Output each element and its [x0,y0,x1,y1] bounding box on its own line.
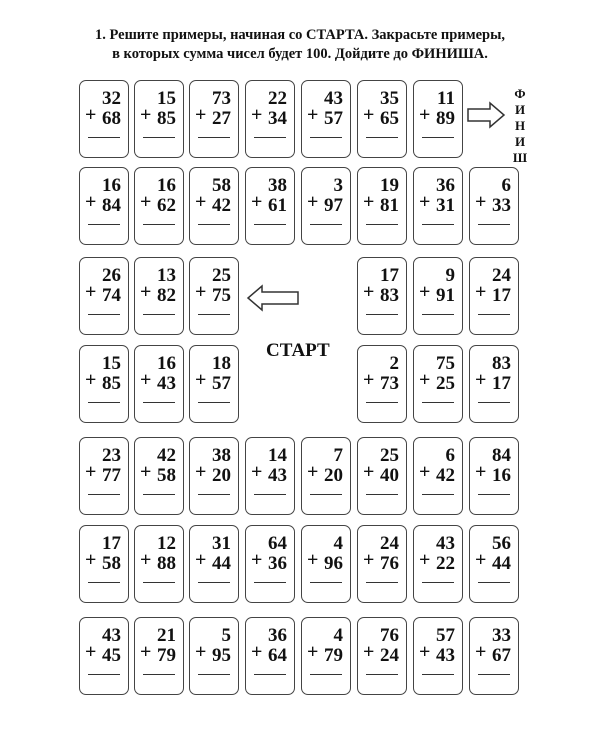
addend-top: 83 [492,353,511,374]
answer-line [254,224,286,225]
answer-line [198,674,230,675]
problem-card[interactable] [413,345,463,423]
addend-top: 57 [436,625,455,646]
addend-bottom: 40 [380,465,399,486]
answer-line [422,314,454,315]
plus-sign: + [251,104,263,126]
problem-card[interactable] [134,257,184,335]
addend-bottom: 77 [102,465,121,486]
problem-card[interactable] [189,525,239,603]
plus-sign: + [419,641,431,663]
plus-sign: + [419,104,431,126]
addend-top: 31 [212,533,231,554]
addend-top: 15 [102,353,121,374]
problem-card[interactable] [134,437,184,515]
problem-card[interactable] [357,345,407,423]
addend-bottom: 42 [436,465,455,486]
addend-top: 42 [157,445,176,466]
plus-sign: + [251,641,263,663]
answer-line [143,402,175,403]
answer-line [254,137,286,138]
problem-card[interactable] [301,525,351,603]
addend-bottom: 83 [380,285,399,306]
addend-bottom: 73 [380,373,399,394]
addend-top: 23 [102,445,121,466]
answer-line [254,582,286,583]
problem-card[interactable] [79,257,129,335]
addend-top: 3 [333,175,343,196]
addend-top: 32 [102,88,121,109]
problem-card[interactable] [413,257,463,335]
problem-card[interactable] [357,167,407,245]
addend-bottom: 45 [102,645,121,666]
answer-line [143,674,175,675]
plus-sign: + [419,549,431,571]
addend-bottom: 65 [380,108,399,129]
addend-bottom: 76 [380,553,399,574]
plus-sign: + [140,369,152,391]
answer-line [366,674,398,675]
addend-top: 38 [268,175,287,196]
addend-bottom: 82 [157,285,176,306]
plus-sign: + [307,461,319,483]
plus-sign: + [140,461,152,483]
problem-card[interactable] [469,437,519,515]
answer-line [310,582,342,583]
addend-bottom: 61 [268,195,287,216]
finish-letter: И [514,134,526,149]
finish-letter: И [514,102,526,117]
problem-card[interactable] [189,617,239,695]
addend-top: 84 [492,445,511,466]
problem-card[interactable] [79,525,129,603]
addend-bottom: 58 [157,465,176,486]
addend-bottom: 97 [324,195,343,216]
addend-bottom: 43 [157,373,176,394]
problem-card[interactable] [79,80,129,158]
addend-top: 33 [492,625,511,646]
plus-sign: + [419,281,431,303]
plus-sign: + [475,641,487,663]
plus-sign: + [475,369,487,391]
problem-card[interactable] [134,525,184,603]
plus-sign: + [140,281,152,303]
problem-card[interactable] [357,617,407,695]
plus-sign: + [195,369,207,391]
plus-sign: + [363,461,375,483]
addend-bottom: 17 [492,285,511,306]
problem-card[interactable] [245,617,295,695]
plus-sign: + [85,461,97,483]
answer-line [366,494,398,495]
finish-label [510,86,530,166]
answer-line [422,674,454,675]
arrow-left-icon [246,283,300,313]
addend-top: 15 [157,88,176,109]
addend-top: 4 [333,533,343,554]
plus-sign: + [251,191,263,213]
answer-line [366,402,398,403]
arrow-right-icon [466,100,506,130]
plus-sign: + [307,549,319,571]
problem-card[interactable] [245,437,295,515]
problem-card[interactable] [469,617,519,695]
addend-bottom: 81 [380,195,399,216]
answer-line [422,402,454,403]
answer-line [366,224,398,225]
addend-top: 17 [380,265,399,286]
finish-letter: Н [514,118,526,133]
addend-bottom: 34 [268,108,287,129]
answer-line [310,674,342,675]
answer-line [88,402,120,403]
problem-card[interactable] [413,80,463,158]
problem-card[interactable] [134,345,184,423]
finish-letter: Ш [512,150,528,165]
addend-top: 43 [324,88,343,109]
addend-bottom: 27 [212,108,231,129]
addend-top: 38 [212,445,231,466]
addend-bottom: 58 [102,553,121,574]
plus-sign: + [85,104,97,126]
problem-card[interactable] [301,437,351,515]
addend-top: 4 [333,625,343,646]
problem-card[interactable] [469,345,519,423]
addend-bottom: 79 [157,645,176,666]
plus-sign: + [85,549,97,571]
answer-line [143,494,175,495]
answer-line [254,674,286,675]
plus-sign: + [419,191,431,213]
problem-card[interactable] [301,167,351,245]
answer-line [143,137,175,138]
addend-bottom: 20 [324,465,343,486]
addend-bottom: 36 [268,553,287,574]
addend-bottom: 88 [157,553,176,574]
addend-top: 14 [268,445,287,466]
answer-line [366,137,398,138]
answer-line [478,314,510,315]
problem-card[interactable] [189,167,239,245]
problem-card[interactable] [79,345,129,423]
addend-top: 22 [268,88,287,109]
problem-card[interactable] [469,525,519,603]
addend-bottom: 95 [212,645,231,666]
answer-line [422,582,454,583]
addend-top: 12 [157,533,176,554]
addend-top: 36 [436,175,455,196]
problem-card[interactable] [357,257,407,335]
answer-line [310,224,342,225]
plus-sign: + [85,281,97,303]
problem-card[interactable] [134,167,184,245]
addend-top: 9 [445,265,455,286]
answer-line [198,582,230,583]
addend-top: 64 [268,533,287,554]
problem-card[interactable] [357,525,407,603]
answer-line [143,224,175,225]
plus-sign: + [195,549,207,571]
addend-bottom: 57 [324,108,343,129]
answer-line [198,137,230,138]
answer-line [88,224,120,225]
addend-top: 56 [492,533,511,554]
addend-bottom: 67 [492,645,511,666]
finish-letter: Ф [514,86,526,101]
addend-bottom: 89 [436,108,455,129]
answer-line [310,137,342,138]
addend-bottom: 62 [157,195,176,216]
answer-line [198,224,230,225]
plus-sign: + [363,369,375,391]
addend-top: 18 [212,353,231,374]
plus-sign: + [251,461,263,483]
plus-sign: + [307,104,319,126]
plus-sign: + [363,641,375,663]
plus-sign: + [85,369,97,391]
plus-sign: + [140,191,152,213]
plus-sign: + [475,191,487,213]
addend-top: 19 [380,175,399,196]
plus-sign: + [419,369,431,391]
plus-sign: + [419,461,431,483]
answer-line [478,582,510,583]
addend-top: 17 [102,533,121,554]
problem-card[interactable] [245,167,295,245]
addend-bottom: 16 [492,465,511,486]
answer-line [88,314,120,315]
addend-top: 16 [157,353,176,374]
answer-line [198,494,230,495]
addend-bottom: 57 [212,373,231,394]
addend-top: 6 [445,445,455,466]
answer-line [478,494,510,495]
addend-bottom: 68 [102,108,121,129]
addend-top: 73 [212,88,231,109]
addend-bottom: 79 [324,645,343,666]
answer-line [254,494,286,495]
problem-card[interactable] [189,345,239,423]
plus-sign: + [475,461,487,483]
plus-sign: + [363,549,375,571]
problem-card[interactable] [245,80,295,158]
answer-line [198,402,230,403]
addend-bottom: 33 [492,195,511,216]
plus-sign: + [307,641,319,663]
problem-card[interactable] [301,617,351,695]
problem-card[interactable] [469,257,519,335]
addend-top: 16 [157,175,176,196]
problem-card[interactable] [413,167,463,245]
problem-card[interactable] [189,80,239,158]
problem-card[interactable] [357,437,407,515]
addend-top: 43 [436,533,455,554]
problem-card[interactable] [79,167,129,245]
addend-top: 58 [212,175,231,196]
addend-top: 5 [221,625,231,646]
plus-sign: + [140,104,152,126]
plus-sign: + [363,104,375,126]
addend-top: 6 [501,175,511,196]
addend-bottom: 96 [324,553,343,574]
addend-top: 76 [380,625,399,646]
addend-bottom: 85 [157,108,176,129]
answer-line [143,582,175,583]
answer-line [88,137,120,138]
answer-line [88,582,120,583]
answer-line [422,137,454,138]
plus-sign: + [85,641,97,663]
plus-sign: + [140,549,152,571]
addend-bottom: 20 [212,465,231,486]
answer-line [422,494,454,495]
plus-sign: + [195,104,207,126]
plus-sign: + [195,191,207,213]
problem-card[interactable] [357,80,407,158]
addend-top: 26 [102,265,121,286]
plus-sign: + [195,641,207,663]
addend-bottom: 85 [102,373,121,394]
plus-sign: + [363,281,375,303]
plus-sign: + [475,549,487,571]
answer-line [366,314,398,315]
task-instructions: 1. Решите примеры, начиная со СТАРТА. Закрасьте примеры, в которых сумма чисел будет 100. Дойдите до ФИНИША. [94,27,506,62]
problem-card[interactable] [79,617,129,695]
addend-top: 16 [102,175,121,196]
problem-card[interactable] [413,617,463,695]
addend-top: 2 [389,353,399,374]
answer-line [422,224,454,225]
plus-sign: + [140,641,152,663]
answer-line [88,494,120,495]
plus-sign: + [251,549,263,571]
addend-bottom: 31 [436,195,455,216]
addend-bottom: 24 [380,645,399,666]
plus-sign: + [85,191,97,213]
start-label: СТАРТ [266,340,330,361]
addend-bottom: 91 [436,285,455,306]
addend-top: 24 [492,265,511,286]
addend-bottom: 44 [492,553,511,574]
addend-top: 75 [436,353,455,374]
addend-top: 25 [212,265,231,286]
addend-top: 35 [380,88,399,109]
problem-card[interactable] [189,257,239,335]
answer-line [366,582,398,583]
answer-line [478,674,510,675]
addend-top: 7 [333,445,343,466]
answer-line [88,674,120,675]
addend-bottom: 43 [268,465,287,486]
addend-bottom: 64 [268,645,287,666]
problem-card[interactable] [301,80,351,158]
addend-top: 24 [380,533,399,554]
plus-sign: + [307,191,319,213]
answer-line [310,494,342,495]
answer-line [478,402,510,403]
addend-top: 36 [268,625,287,646]
problem-card[interactable] [134,617,184,695]
addend-top: 43 [102,625,121,646]
plus-sign: + [475,281,487,303]
problem-card[interactable] [134,80,184,158]
addend-bottom: 25 [436,373,455,394]
problem-card[interactable] [413,525,463,603]
problem-card[interactable] [189,437,239,515]
addend-bottom: 74 [102,285,121,306]
addend-bottom: 75 [212,285,231,306]
plus-sign: + [363,191,375,213]
problem-card[interactable] [245,525,295,603]
addend-top: 11 [437,88,455,109]
problem-card[interactable] [79,437,129,515]
addend-bottom: 44 [212,553,231,574]
plus-sign: + [195,281,207,303]
addend-bottom: 84 [102,195,121,216]
addend-top: 13 [157,265,176,286]
addend-bottom: 17 [492,373,511,394]
problem-card[interactable] [413,437,463,515]
addend-top: 25 [380,445,399,466]
addend-bottom: 22 [436,553,455,574]
plus-sign: + [195,461,207,483]
answer-line [198,314,230,315]
answer-line [143,314,175,315]
addend-bottom: 43 [436,645,455,666]
addend-bottom: 42 [212,195,231,216]
addend-top: 21 [157,625,176,646]
problem-card[interactable] [469,167,519,245]
answer-line [478,224,510,225]
